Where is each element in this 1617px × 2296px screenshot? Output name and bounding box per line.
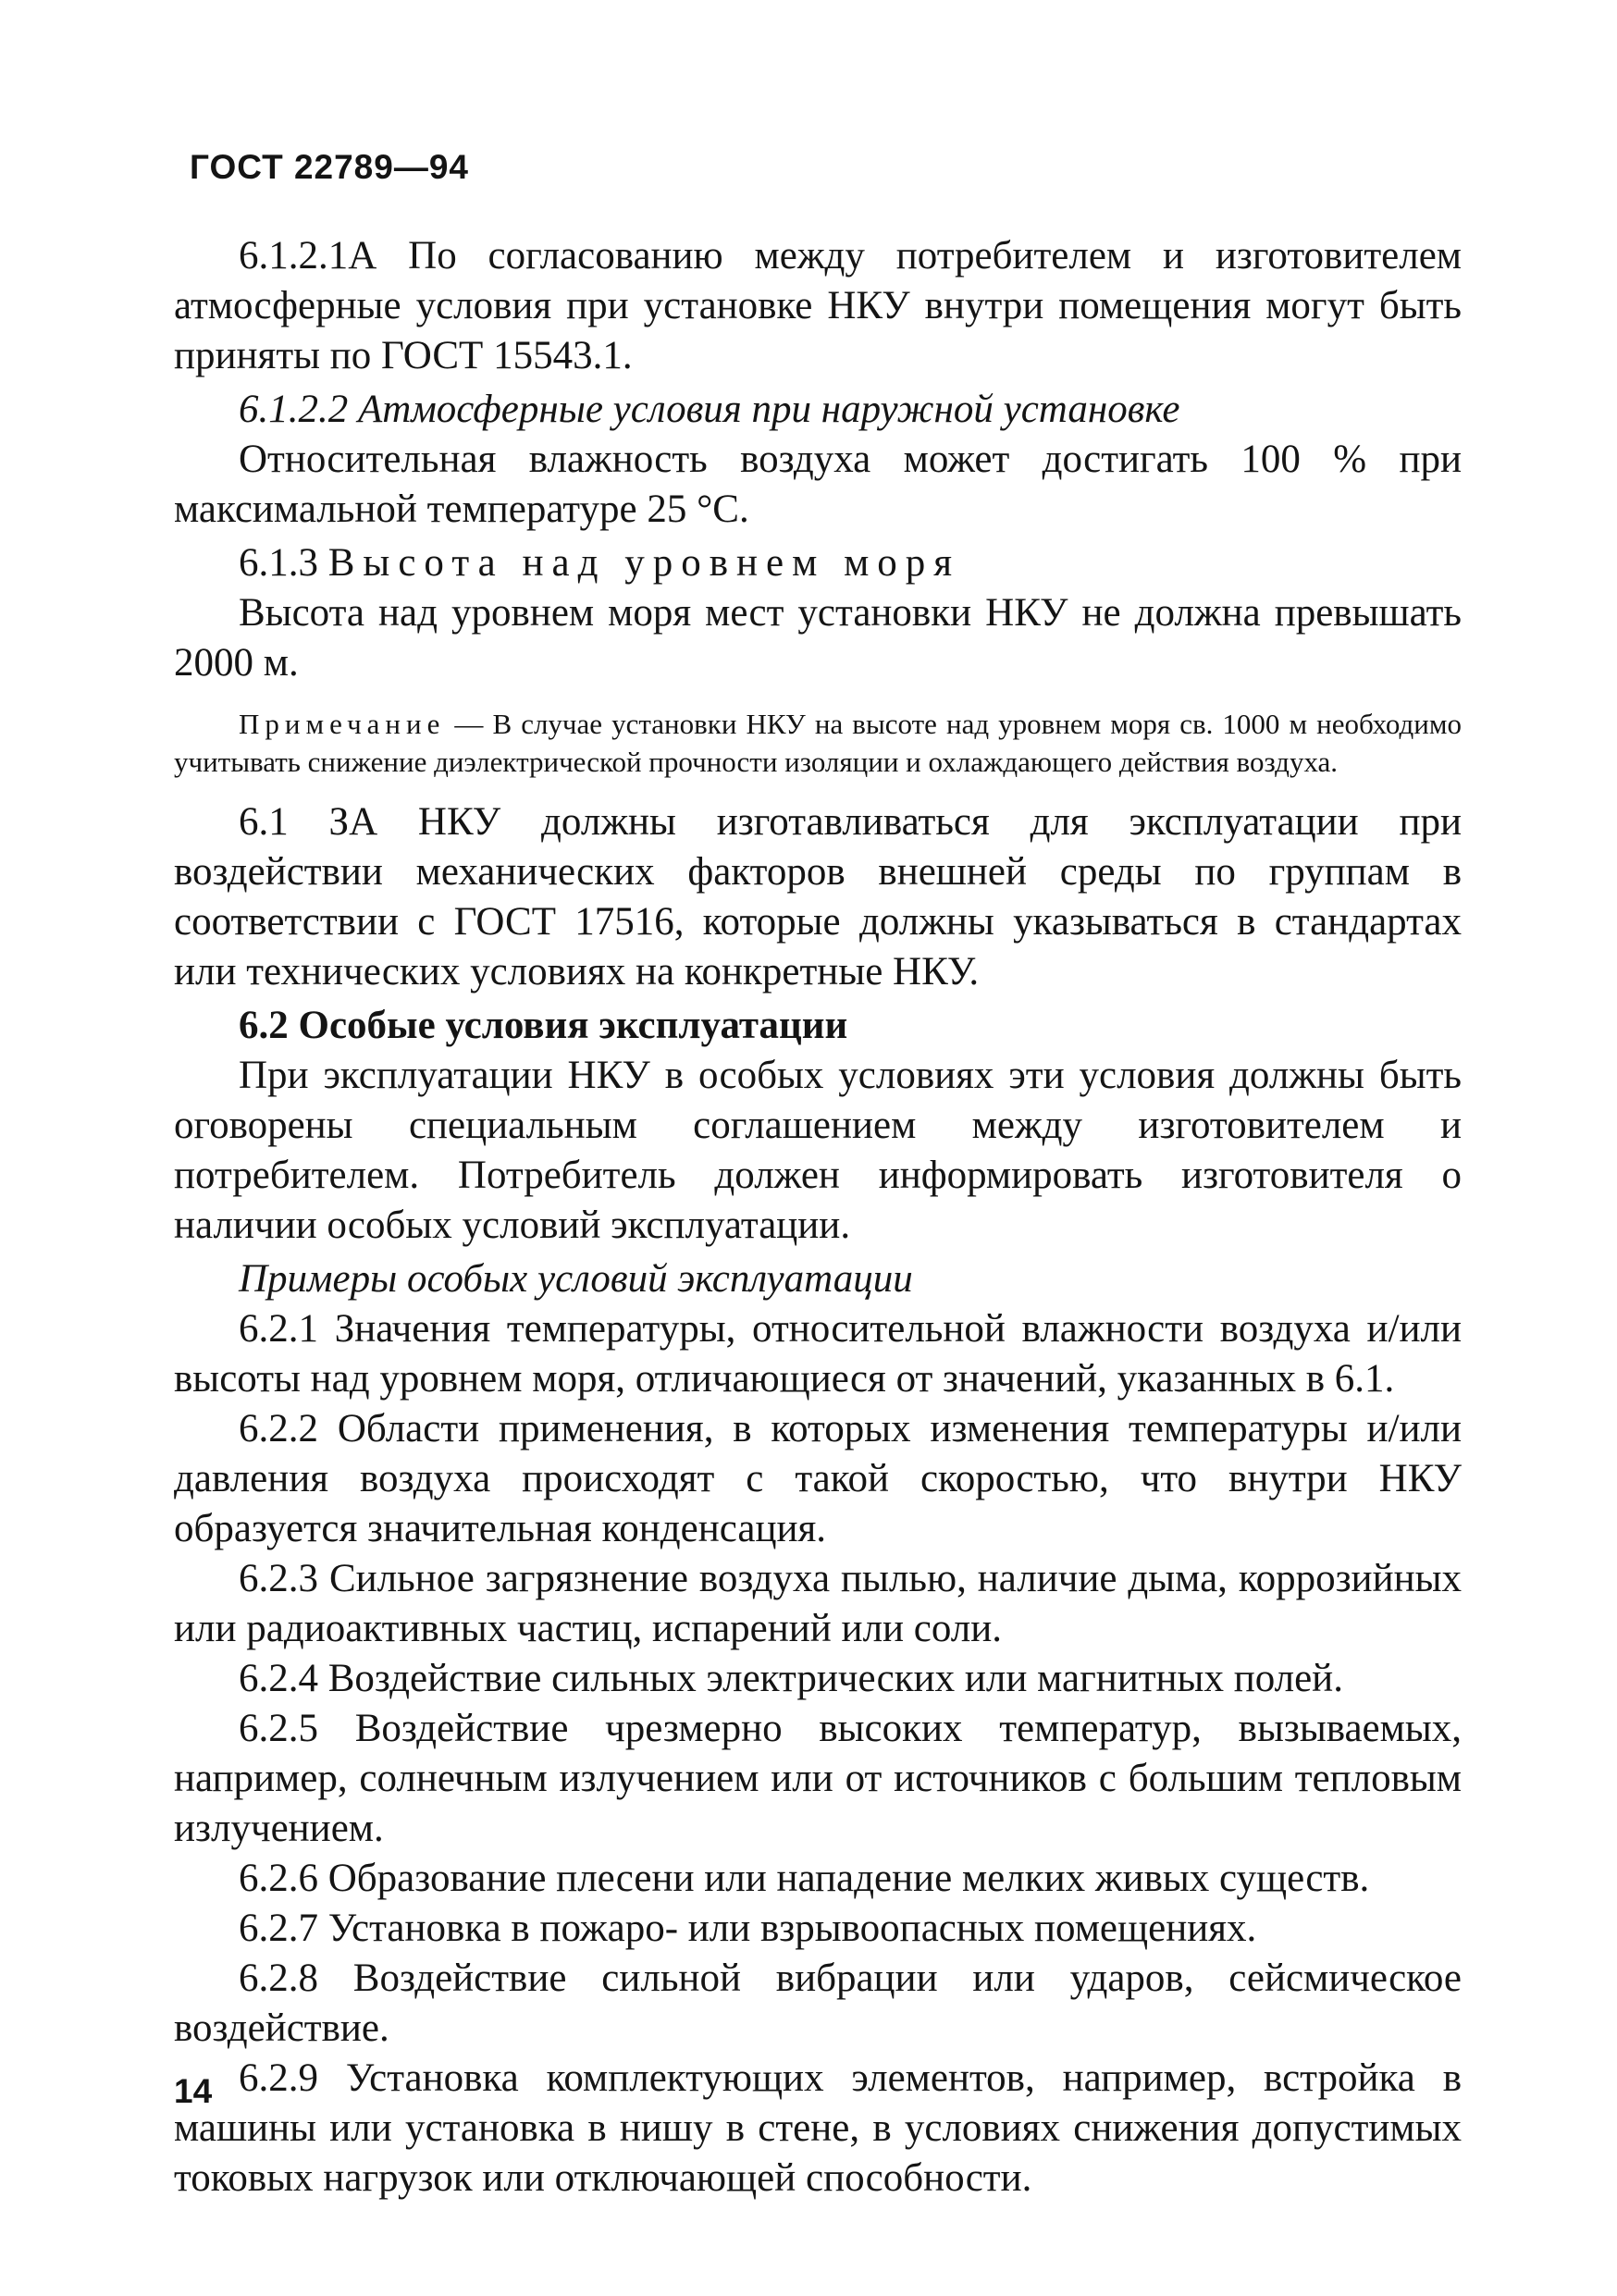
heading-6-1-3-title: Высота над уровнем моря — [327, 541, 961, 585]
paragraph-6-2: При эксплуатации НКУ в особых условиях эти условия должны быть оговорены специальным соглашением между изготовителем и потребителем. Потребитель должен информировать изготовителя о наличии особых условий эксплуатации. — [174, 1054, 1462, 1247]
heading-examples-text: Примеры особых условий эксплуатации — [239, 1257, 913, 1301]
paragraph-6-2-2: 6.2.2 Области применения, в которых изменения температуры и/или давления воздуха происходят с такой скоростью, что внутри НКУ образуется значительная конденсация. — [174, 1407, 1462, 1550]
page-number: 14 — [174, 2072, 213, 2110]
note-text: — В случае установки НКУ на высоте над уровнем моря св. 1000 м необходимо учитывать снижение диэлектрической прочности изоляции и охлаждающего действия воздуха. — [174, 708, 1462, 778]
paragraph-6-1-3a: 6.1 ЗА НКУ должны изготавливаться для эксплуатации при воздействии механических факторов внешней среды по группам в соответствии с ГОСТ 17516, которые должны указываться в стандартах или технических условиях на конкретные НКУ. — [174, 800, 1462, 994]
paragraph-6-2-3: 6.2.3 Сильное загрязнение воздуха пылью, наличие дыма, коррозийных или радиоактивных частиц, испарений или соли. — [174, 1557, 1462, 1650]
note — [174, 705, 1462, 781]
document-header: ГОСТ 22789—94 — [190, 148, 469, 186]
heading-examples — [174, 1254, 1462, 1304]
paragraph-6-1-2-1a: 6.1.2.1А По согласованию между потребителем и изготовителем атмосферные условия при установке НКУ внутри помещения могут быть приняты по ГОСТ 15543.1. — [174, 234, 1462, 377]
paragraph-6-1-3: Высота над уровнем моря мест установки НКУ не должна превышать 2000 м. — [174, 591, 1462, 685]
heading-6-1-2-2 — [174, 385, 1462, 435]
paragraph-6-2-6: 6.2.6 Образование плесени или нападение мелких живых существ. — [239, 1857, 1370, 1900]
note-label: Примечание — [239, 708, 446, 740]
paragraph-6-2-8: 6.2.8 Воздействие сильной вибрации или ударов, сейсмическое воздействие. — [174, 1957, 1462, 2050]
paragraph-6-1-2-2: Относительная влажность воздуха может достигать 100 % при максимальной температуре 25 °С. — [174, 438, 1462, 531]
heading-6-1-2-2-text: 6.1.2.2 Атмосферные условия при наружной установке — [239, 388, 1180, 431]
paragraph-6-2-9: 6.2.9 Установка комплектующих элементов, например, встройка в машины или установка в нишу в стене, в условиях снижения допустимых токовых нагрузок или отключающей способности. — [174, 2056, 1462, 2200]
paragraph-6-2-7: 6.2.7 Установка в пожаро- или взрывоопасных помещениях. — [239, 1907, 1257, 1950]
heading-6-1-3 — [174, 538, 1462, 588]
paragraph-6-2-5: 6.2.5 Воздействие чрезмерно высоких температур, вызываемых, например, солнечным излучением или от источников с большим тепловым излучением. — [174, 1707, 1462, 1850]
paragraph-6-2-1: 6.2.1 Значения температуры, относительной влажности воздуха и/или высоты над уровнем моря, отличающиеся от значений, указанных в 6.1. — [174, 1307, 1462, 1401]
heading-6-2-text: 6.2 Особые условия эксплуатации — [239, 1004, 848, 1047]
heading-6-1-3-number: 6.1.3 — [239, 541, 318, 585]
document-body — [174, 231, 1462, 2203]
paragraph-6-2-4: 6.2.4 Воздействие сильных электрических или магнитных полей. — [239, 1657, 1343, 1700]
heading-6-2 — [174, 1001, 1462, 1051]
